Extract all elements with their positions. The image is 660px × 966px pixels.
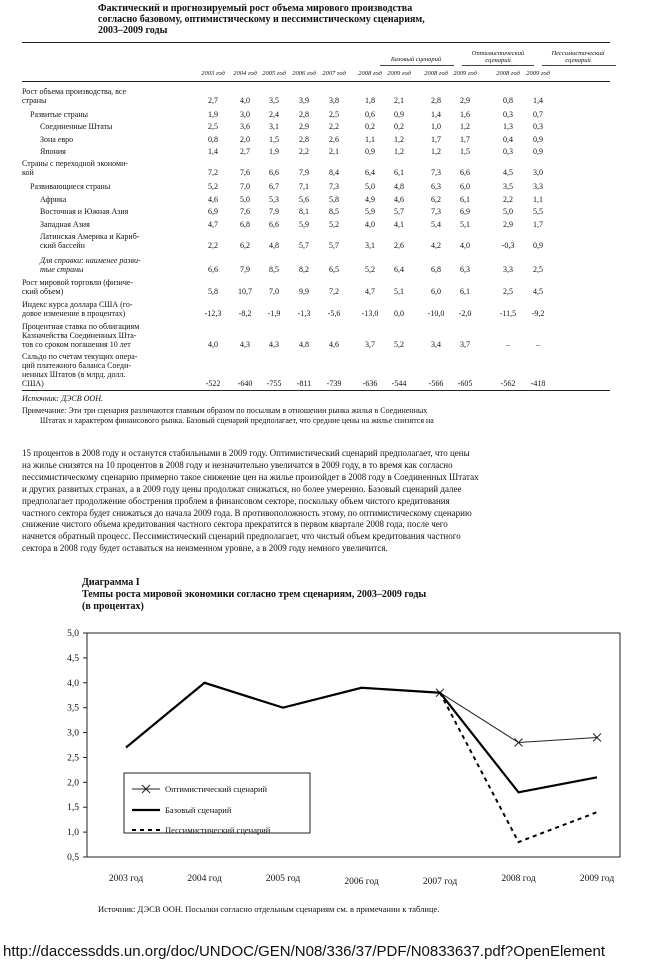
table-cell: 5,5 [533, 207, 543, 216]
table-cell: 9,9 [299, 287, 309, 296]
table-cell: -739 [326, 379, 342, 388]
table-cell: 2,0 [240, 135, 250, 144]
table-cell: 2,5 [533, 265, 543, 274]
row-label [40, 207, 128, 216]
table-cell: 1,2 [394, 147, 404, 156]
row-label [22, 322, 139, 349]
table-cell: -562 [500, 379, 516, 388]
table-cell: 0,2 [394, 122, 404, 131]
table-cell: -0,3 [501, 241, 515, 250]
table-cell: -636 [362, 379, 378, 388]
table-cell: 5,2 [329, 220, 339, 229]
year-header: 2005 год [262, 70, 286, 77]
table-cell: 0,4 [503, 135, 513, 144]
table-cell: 2,8 [299, 135, 309, 144]
table-cell: 2,4 [269, 110, 279, 119]
year-header: 2009 год [387, 70, 411, 77]
table-cell: 4,7 [208, 220, 218, 229]
table-cell: 4,6 [394, 195, 404, 204]
table-source: Источник: ДЭСВ ООН. [22, 394, 103, 403]
row-label [30, 182, 110, 191]
y-tick-label: 2,0 [67, 778, 79, 789]
table-cell: 3,6 [240, 122, 250, 131]
row-label-line: США) [22, 379, 44, 388]
table-cell: 5,2 [208, 182, 218, 191]
table-cell: 1,2 [460, 122, 470, 131]
row-label-line: Латинская Америка и Кариб- [40, 232, 140, 241]
table-cell: 8,5 [269, 265, 279, 274]
table-cell: 3,5 [503, 182, 513, 191]
paragraph-line: и других развитых странах, а в 2009 году цены продолжат снижаться, но более умеренно. Базовый сценарий далее [22, 483, 462, 494]
table-cell: 6,3 [431, 182, 441, 191]
table-cell: 0,0 [394, 309, 404, 318]
table-cell: 5,7 [329, 241, 339, 250]
table-cell: 4,9 [365, 195, 375, 204]
paragraph-line: начнется обратный процесс. Пессимистический сценарий предполагает, что чистый объем кредитования частного [22, 531, 461, 542]
year-header: 2004 год [233, 70, 257, 77]
table-cell: 2,8 [431, 96, 441, 105]
table-cell: 0,3 [503, 110, 513, 119]
table-cell: 2,9 [299, 122, 309, 131]
group-header-base: Базовый сценарий [390, 56, 442, 63]
year-header: 2009 год [526, 70, 550, 77]
table-note-line: Примечание: Эти три сценария различаются главным образом по посылкам в отношении рынка жилья в Соединенных [22, 406, 428, 415]
row-label [40, 122, 112, 131]
table-cell: 1,9 [208, 110, 218, 119]
group-underline-pessimistic [542, 65, 616, 66]
table-cell: -13,0 [361, 309, 379, 318]
table-cell: 7,2 [329, 287, 339, 296]
table-cell: 7,0 [240, 182, 250, 191]
table-cell: 6,8 [240, 220, 250, 229]
table-cell: 1,7 [533, 220, 543, 229]
x-tick-label: 2006 год [344, 877, 379, 887]
x-tick-label: 2005 год [265, 874, 301, 884]
table-cell: -544 [391, 379, 407, 388]
table-cell: 4,8 [299, 340, 309, 349]
table-cell: -8,2 [238, 309, 252, 318]
table-cell: 4,2 [431, 241, 441, 250]
row-label-line: страны [22, 96, 47, 105]
year-header: 2008 год [358, 70, 382, 77]
table-cell: 7,2 [208, 168, 218, 177]
table-cell: 6,2 [240, 241, 250, 250]
row-label-line: ский объем) [22, 287, 64, 296]
table-title-line: Фактический и прогнозируемый рост объема мирового производства [98, 3, 413, 14]
group-underline-base [380, 65, 454, 66]
y-tick-label: 1,0 [67, 828, 79, 839]
table-cell: 6,8 [431, 265, 441, 274]
figure-source: Источник: ДЭСВ ООН. Посылки согласно отдельным сценариям см. в примечании к таблице. [98, 904, 440, 914]
table-cell: 6,7 [269, 182, 279, 191]
table-cell: 7,1 [299, 182, 309, 191]
table-cell: 8,5 [329, 207, 339, 216]
table-cell: 8,1 [299, 207, 309, 216]
table-cell: 1,8 [365, 96, 375, 105]
table-cell: 6,6 [269, 168, 279, 177]
paragraph-line: 15 процентов в 2008 году и останутся стабильными в 2009 году. Оптимистический сценарий предполагает, что цены [22, 448, 470, 458]
row-label-line: Зона евро [40, 135, 74, 144]
row-label-line: Западная Азия [40, 220, 90, 229]
table-cell: -9,2 [531, 309, 545, 318]
table-cell: 7,3 [431, 168, 441, 177]
row-label [22, 300, 133, 318]
legend-label: Базовый сценарий [165, 805, 232, 815]
table-title-line: согласно базовому, оптимистическому и пессимистическому сценариям, [98, 14, 425, 25]
table-cell: 4,1 [394, 220, 404, 229]
y-tick-label: 0,5 [67, 853, 79, 863]
table-cell: 0,8 [208, 135, 218, 144]
table-cell: -12,3 [204, 309, 222, 318]
row-label-line: Сальдо по счетам текущих опера- [22, 352, 138, 361]
table-cell: – [536, 340, 540, 349]
year-header: 2008 год [496, 70, 520, 77]
table-cell: 2,1 [394, 96, 404, 105]
group-header-optimistic: Оптимистический сценарий [471, 50, 525, 64]
table-note [22, 406, 434, 426]
table-cell: -11,5 [499, 309, 517, 318]
table-cell: 1,0 [431, 122, 441, 131]
row-label [40, 256, 141, 274]
year-header: 2009 год [453, 70, 477, 77]
table-cell: 0,8 [503, 96, 513, 105]
paragraph-line: предполагает продолжение обострения проблем в финансовом секторе, поскольку объем чистого кредитования [22, 495, 450, 506]
table-cell: 7,3 [329, 182, 339, 191]
table-cell: -811 [296, 379, 312, 388]
row-label-line: Процентная ставка по облигациям [22, 322, 140, 331]
table-cell: 6,0 [460, 182, 470, 191]
row-label [40, 135, 73, 144]
x-tick-label: 2008 год [501, 874, 536, 884]
table-cell: 1,5 [460, 147, 470, 156]
table-cell: 6,3 [460, 265, 470, 274]
table-cell: 3,9 [299, 96, 309, 105]
table-cell: 5,2 [394, 340, 404, 349]
table-note-line: Штатах и характером финансового рынка. Базовый сценарий предполагает, что средние цены на жилье снизятся на [40, 416, 434, 425]
table-cell: 6,5 [329, 265, 339, 274]
row-label-line: Казначейства Соединенных Шта- [22, 331, 137, 340]
table-cell: 1,3 [503, 122, 513, 131]
table-cell: 3,3 [503, 265, 513, 274]
year-header: 2008 год [424, 70, 448, 77]
y-tick-label: 4,5 [67, 653, 79, 664]
table-cell: -1,9 [267, 309, 281, 318]
table-cell: 2,5 [329, 110, 339, 119]
table-cell: 6,4 [365, 168, 375, 177]
row-label [40, 147, 66, 156]
table-cell: 0,2 [365, 122, 375, 131]
year-header: 2007 год [322, 70, 346, 77]
table-cell: 0,3 [533, 122, 543, 131]
table-cell: 3,0 [533, 168, 543, 177]
table-cell: 2,7 [240, 147, 250, 156]
table-cell: 2,2 [299, 147, 309, 156]
table-cell: 5,8 [329, 195, 339, 204]
table-cell: 1,4 [208, 147, 218, 156]
table-cell: 5,0 [365, 182, 375, 191]
table-cell: 10,7 [238, 287, 252, 296]
table-cell: 4,3 [240, 340, 250, 349]
table-cell: 2,7 [208, 96, 218, 105]
table-cell: 0,9 [533, 147, 543, 156]
table-cell: 1,2 [394, 135, 404, 144]
table-title [98, 3, 568, 36]
table-cell: 2,5 [503, 287, 513, 296]
row-label-line: тые страны [40, 265, 84, 274]
legend-label: Пессимистический сценарий [165, 825, 271, 835]
table-cell: 5,8 [208, 287, 218, 296]
row-label-line: кой [22, 168, 34, 177]
group-underline-optimistic [462, 65, 534, 66]
table-cell: 0,9 [533, 241, 543, 250]
table-cell: 2,8 [299, 110, 309, 119]
table-cell: 6,9 [460, 207, 470, 216]
table-cell: 3,1 [365, 241, 375, 250]
table-cell: 7,3 [431, 207, 441, 216]
table-cell: 5,9 [365, 207, 375, 216]
figure-label: Диаграмма I [82, 577, 140, 588]
table-cell: 6,6 [460, 168, 470, 177]
x-tick-label: 2009 год [579, 874, 615, 884]
table-cell: 4,5 [503, 168, 513, 177]
table-cell: 3,5 [269, 96, 279, 105]
table-cell: -1,3 [297, 309, 311, 318]
growth-line-chart [0, 615, 660, 915]
table-cell: 1,7 [431, 135, 441, 144]
table-cell: 0,3 [503, 147, 513, 156]
table-title-line: 2003–2009 годы [98, 25, 168, 36]
table-cell: 4,0 [365, 220, 375, 229]
table-cell: 2,9 [460, 96, 470, 105]
table-cell: 6,6 [208, 265, 218, 274]
paragraph-line: пессимистическому сценарию примерно такое снижение цен на жилье произойдет в 2008 году в Соединенных Штатах [22, 471, 479, 482]
table-cell: 4,0 [208, 340, 218, 349]
table-cell: 1,1 [533, 195, 543, 204]
x-tick-label: 2004 год [187, 874, 222, 884]
row-label-line: Африка [40, 195, 67, 204]
table-cell: -605 [457, 379, 473, 388]
table-cell: -755 [266, 379, 282, 388]
table-cell: 4,0 [460, 241, 470, 250]
paragraph-line: на жилье снизятся на 10 процентов в 2008 году и незначительно увеличатся в 2009 году, в то время как согласно [22, 459, 453, 470]
table-cell: 6,1 [460, 195, 470, 204]
table-cell: 2,9 [503, 220, 513, 229]
figure-subtitle: (в процентах) [82, 601, 144, 612]
table-cell: -10,0 [427, 309, 445, 318]
table-cell: -2,0 [458, 309, 472, 318]
table-cell: 4,5 [533, 287, 543, 296]
table-cell: 5,0 [503, 207, 513, 216]
table-cell: 3,8 [329, 96, 339, 105]
table-cell: 5,1 [394, 287, 404, 296]
x-tick-label: 2003 год [108, 874, 144, 884]
document-url[interactable]: http://daccessdds.un.org/doc/UNDOC/GEN/N08/336/37/PDF/N0833637.pdf?OpenElement [3, 943, 605, 960]
paragraph-line: частного сектора будет снижаться до начала 2009 года. В противоположность этому, по оптимистическому сценарию [22, 507, 472, 518]
row-label [22, 352, 137, 388]
table-cell: 4,6 [329, 340, 339, 349]
table-cell: 7,0 [269, 287, 279, 296]
row-label-line: тов со сроком погашения 10 лет [22, 340, 131, 349]
row-label-line: Соединенные Штаты [40, 122, 113, 131]
row-label [40, 232, 139, 250]
table-bottom-rule [22, 390, 610, 391]
row-label-line: Рост мировой торговли (физиче- [22, 278, 134, 287]
row-label-line: Рост объема производства, все [22, 87, 127, 96]
table-cell: -566 [428, 379, 444, 388]
group-header-pessimistic: Пессимистический сценарий [551, 50, 605, 64]
series-line [440, 693, 597, 842]
table-header-rule [22, 81, 610, 82]
legend-label: Оптимистический сценарий [165, 784, 268, 794]
table-cell: 2,6 [329, 135, 339, 144]
table-cell: 1,6 [460, 110, 470, 119]
row-label-line: Развитые страны [30, 110, 88, 119]
row-label-line: ненных Штатов (в млрд. долл. [22, 370, 126, 379]
table-cell: 5,3 [269, 195, 279, 204]
row-label [22, 159, 128, 177]
y-tick-label: 5,0 [67, 629, 79, 639]
table-cell: -522 [205, 379, 221, 388]
y-tick-label: 3,0 [67, 728, 79, 739]
row-label [40, 195, 66, 204]
row-label-line: Для справки: наименее разви- [40, 256, 141, 265]
table-cell: 1,9 [269, 147, 279, 156]
y-tick-label: 3,5 [67, 703, 79, 714]
table-top-rule [22, 42, 610, 43]
y-tick-label: 4,0 [67, 678, 79, 689]
table-cell: 1,4 [533, 96, 543, 105]
y-tick-label: 2,5 [67, 753, 79, 764]
table-cell: 4,0 [240, 96, 250, 105]
table-cell: 0,9 [365, 147, 375, 156]
table-cell: 3,0 [240, 110, 250, 119]
table-cell: 6,6 [269, 220, 279, 229]
table-cell: 5,7 [394, 207, 404, 216]
table-cell: 6,2 [431, 195, 441, 204]
table-cell: 6,1 [460, 287, 470, 296]
year-header: 2006 год [292, 70, 316, 77]
table-cell: 5,9 [299, 220, 309, 229]
row-label-line: Развивающиеся страны [30, 182, 111, 191]
x-tick-label: 2007 год [422, 877, 458, 887]
row-label [22, 87, 126, 105]
table-cell: 7,6 [240, 168, 250, 177]
table-cell: 0,9 [533, 135, 543, 144]
body-paragraph [22, 448, 622, 555]
table-cell: 4,8 [394, 182, 404, 191]
table-cell: 2,2 [208, 241, 218, 250]
row-label [22, 278, 133, 296]
table-cell: 7,9 [240, 265, 250, 274]
table-cell: 1,1 [365, 135, 375, 144]
row-label-line: ций платежного баланса Соеди- [22, 361, 132, 370]
table-cell: 2,5 [208, 122, 218, 131]
legend-box [124, 773, 310, 833]
series-line [440, 693, 597, 743]
table-cell: 1,2 [431, 147, 441, 156]
table-cell: 8,4 [329, 168, 339, 177]
table-cell: -5,6 [327, 309, 341, 318]
table-cell: 1,7 [460, 135, 470, 144]
table-cell: 3,4 [431, 340, 441, 349]
table-cell: 0,7 [533, 110, 543, 119]
table-cell: 4,7 [365, 287, 375, 296]
table-cell: 7,6 [240, 207, 250, 216]
table-cell: 3,7 [460, 340, 470, 349]
row-label [40, 220, 90, 229]
row-label-line: ский бассейн [40, 241, 85, 250]
table-cell: 2,6 [394, 241, 404, 250]
table-cell: 6,4 [394, 265, 404, 274]
table-cell: 4,6 [208, 195, 218, 204]
table-cell: 2,2 [329, 122, 339, 131]
row-label [30, 110, 88, 119]
table-cell: 4,3 [269, 340, 279, 349]
table-cell: 2,2 [503, 195, 513, 204]
table-cell: – [506, 340, 510, 349]
table-cell: 6,1 [394, 168, 404, 177]
table-cell: 3,7 [365, 340, 375, 349]
table-cell: 5,6 [299, 195, 309, 204]
paragraph-line: снижение чистого объема кредитования частного сектора прекратится в первом квартале 2008 года, после чего [22, 519, 448, 530]
table-cell: 0,6 [365, 110, 375, 119]
table-cell: 3,1 [269, 122, 279, 131]
table-cell: 6,0 [431, 287, 441, 296]
figure-title: Темпы роста мировой экономики согласно трем сценариям, 2003–2009 годы [82, 589, 427, 600]
row-label-line: Восточная и Южная Азия [40, 207, 129, 216]
y-tick-label: 1,5 [67, 803, 79, 814]
table-cell: 7,9 [269, 207, 279, 216]
table-cell: 0,9 [394, 110, 404, 119]
table-cell: 5,0 [240, 195, 250, 204]
year-header: 2003 год [201, 70, 225, 77]
table-cell: 5,7 [299, 241, 309, 250]
table-cell: 8,2 [299, 265, 309, 274]
table-cell: 5,2 [365, 265, 375, 274]
paragraph-line: сектора в 2008 году будет оставаться на неизменном уровне, а в 2009 году немного увеличится. [22, 543, 388, 554]
table-cell: 4,8 [269, 241, 279, 250]
row-label-line: Страны с переходной экономи- [22, 159, 129, 168]
table-cell: 1,4 [431, 110, 441, 119]
table-cell: 5,1 [460, 220, 470, 229]
row-label-line: довое изменение в процентах) [22, 309, 126, 318]
table-cell: 6,9 [208, 207, 218, 216]
table-cell: -418 [530, 379, 546, 388]
row-label-line: Япония [40, 147, 66, 156]
table-cell: -640 [237, 379, 253, 388]
table-cell: 7,9 [299, 168, 309, 177]
table-cell: 1,5 [269, 135, 279, 144]
row-label-line: Индекс курса доллара США (го- [22, 300, 133, 309]
table-cell: 3,3 [533, 182, 543, 191]
table-cell: 2,1 [329, 147, 339, 156]
table-cell: 5,4 [431, 220, 441, 229]
